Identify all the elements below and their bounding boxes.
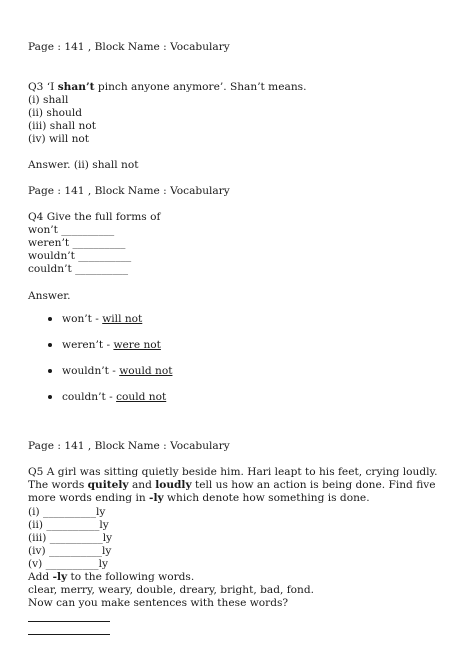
question-4: Q4 Give the full forms of bbox=[28, 211, 161, 223]
q5-bold-word: quitely bbox=[87, 479, 129, 491]
q4-item: wouldn’t __________ bbox=[28, 250, 132, 262]
bullet-icon bbox=[48, 369, 52, 373]
q3-bold-word: shan’t bbox=[57, 81, 95, 93]
q3-option: (iii) shall not bbox=[28, 120, 96, 132]
q5-bold-word: -ly bbox=[149, 492, 164, 504]
q5-blank: (iii) __________ly bbox=[28, 532, 113, 544]
block-heading: Page : 141 , Block Name : Vocabulary bbox=[28, 41, 230, 53]
answer-word: couldn’t - bbox=[62, 391, 117, 403]
q5-bold-word: loudly bbox=[155, 479, 192, 491]
q3-suffix: pinch anyone anymore’. Shan’t means. bbox=[94, 81, 307, 93]
q5-bold-word: -ly bbox=[52, 571, 68, 583]
q3-prefix: Q3 ‘I bbox=[28, 81, 58, 93]
answer-word: wouldn’t - bbox=[62, 365, 120, 377]
answer-blank-line bbox=[28, 634, 110, 635]
answer-list-item bbox=[48, 391, 166, 404]
answer-word: weren’t - bbox=[62, 339, 114, 351]
q3-option: (i) shall bbox=[28, 94, 69, 106]
q5-blank: (i) __________ly bbox=[28, 506, 106, 518]
answer-full-form: would not bbox=[119, 365, 173, 377]
q5-blank: (iv) __________ly bbox=[28, 545, 112, 557]
block-heading: Page : 141 , Block Name : Vocabulary bbox=[28, 185, 230, 197]
question-5 bbox=[28, 466, 448, 505]
answer-list-item bbox=[48, 365, 172, 378]
block-heading: Page : 141 , Block Name : Vocabulary bbox=[28, 440, 230, 452]
q5-text: Q5 A girl was sitting quietly beside him. Hari leapt to his feet, crying loudly. The words bbox=[28, 466, 438, 491]
question-3 bbox=[28, 81, 306, 94]
q3-option: (iv) will not bbox=[28, 133, 90, 145]
bullet-icon bbox=[48, 317, 52, 321]
q3-option: (ii) should bbox=[28, 107, 83, 119]
q5-text: and bbox=[128, 479, 156, 491]
answer-blank-line bbox=[28, 621, 110, 622]
answer-full-form: could not bbox=[116, 391, 167, 403]
q5-text: Add bbox=[28, 571, 53, 583]
q5-blank: (ii) __________ly bbox=[28, 519, 109, 531]
q5-sentences-prompt: Now can you make sentences with these words? bbox=[28, 597, 289, 609]
q5-add-instruction bbox=[28, 571, 194, 584]
answer-full-form: will not bbox=[102, 313, 143, 325]
bullet-icon bbox=[48, 395, 52, 399]
answer-word: won’t - bbox=[62, 313, 103, 325]
q4-item: couldn’t __________ bbox=[28, 263, 129, 275]
answer-list-item bbox=[48, 339, 161, 352]
answer-full-form: were not bbox=[113, 339, 161, 351]
q4-answer-label: Answer. bbox=[28, 290, 71, 302]
q5-word-list: clear, merry, weary, double, dreary, bright, bad, fond. bbox=[28, 584, 315, 596]
q5-text: tell us how an action is being done. Find five more words ending in bbox=[28, 479, 436, 504]
q5-blank: (v) __________ly bbox=[28, 558, 108, 570]
q4-item: weren’t __________ bbox=[28, 237, 126, 249]
q3-answer: Answer. (ii) shall not bbox=[28, 159, 139, 171]
q4-item: won’t __________ bbox=[28, 224, 115, 236]
q5-text: to the following words. bbox=[67, 571, 195, 583]
answer-list-item bbox=[48, 313, 142, 326]
bullet-icon bbox=[48, 343, 52, 347]
q5-text: which denote how something is done. bbox=[163, 492, 370, 504]
